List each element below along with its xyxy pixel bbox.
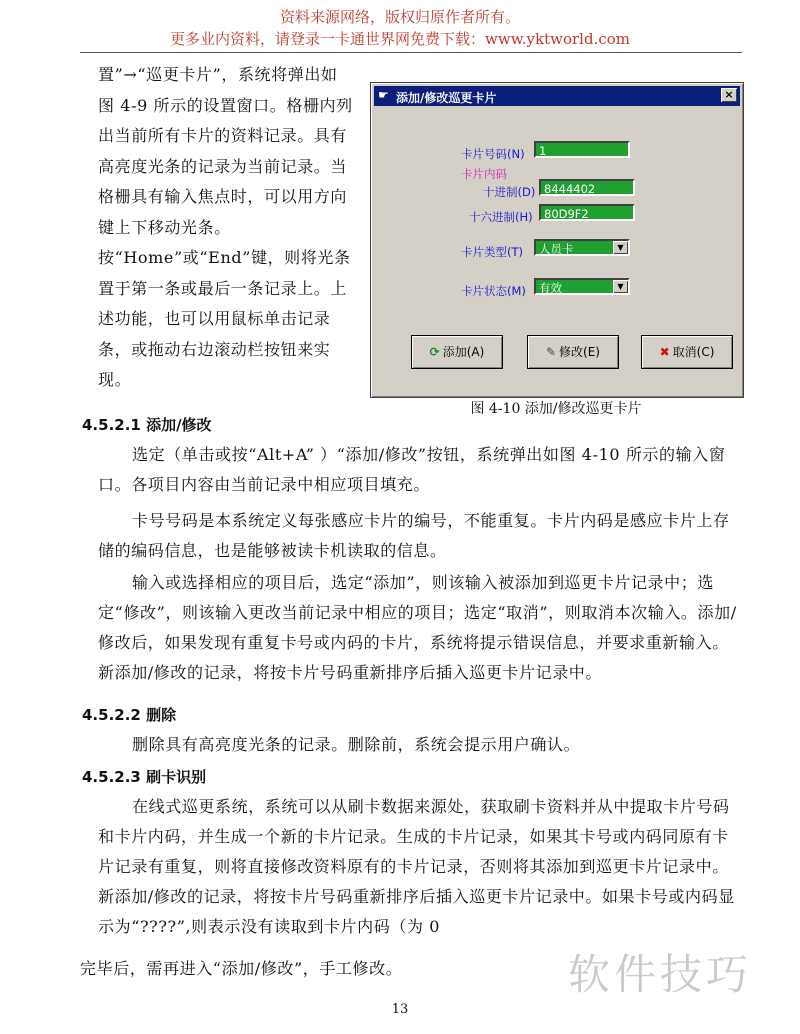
- hex-label: 十六进制(H): [469, 210, 533, 224]
- card-no-label: 卡片号码(N): [461, 147, 525, 161]
- decimal-input[interactable]: 8444402: [539, 179, 635, 196]
- modify-button-label: 修改(E): [559, 345, 600, 359]
- modify-button[interactable]: [527, 335, 619, 369]
- header-line-1: 资料来源网络，版权归原作者所有。: [279, 8, 520, 26]
- page-number: 13: [391, 1002, 409, 1017]
- cancel-button-label: 取消(C): [672, 345, 715, 359]
- close-icon[interactable]: ×: [721, 88, 737, 102]
- card-type-select[interactable]: [534, 239, 630, 256]
- add-button-label: 添加(A): [442, 345, 485, 359]
- intro-paragraph: 置”→“巡更卡片”，系统将弹出如图 4-9 所示的设置窗口。格栅内列出当前所有卡片的资料记录。具有高亮度光条的记录为当前记录。当格栅具有输入焦点时，可以用方向键上下移动光条。按“Home”或“End”键，则将光条置于第一条或最后一条记录上。上述功能，也可以用鼠标单击记录条，或拖动右边滚动栏按钮来实现。: [98, 65, 353, 389]
- section-heading-card-swipe: 4.5.2.3 刷卡识别: [82, 768, 207, 786]
- card-no-input[interactable]: 1: [534, 141, 630, 158]
- dialog-title: 添加/修改巡更卡片: [396, 91, 497, 105]
- card-status-select[interactable]: [534, 278, 630, 295]
- hand-icon: ☛: [378, 88, 389, 102]
- card-status-value: 有效: [539, 281, 562, 295]
- header-divider: [80, 52, 742, 53]
- section-heading-delete: 4.5.2.2 删除: [82, 706, 177, 724]
- cancel-button[interactable]: [641, 335, 733, 369]
- card-type-label: 卡片类型(T): [461, 245, 523, 259]
- add-modify-card-dialog: [370, 82, 744, 398]
- paragraph: 输入或选择相应的项目后，选定“添加”，则该输入被添加到巡更卡片记录中；选定“修改”，则该输入更改当前记录中相应的项目；选定“取消”，则取消本次输入。添加/修改后，如果发现有重复卡号或内码的卡片，系统将提示错误信息，并要求重新输入。新添加/修改的记录，将按卡片号码重新排序后插入巡更卡片记录中。: [98, 573, 737, 682]
- page-header: [0, 6, 800, 50]
- paragraph: 卡号号码是本系统定义每张感应卡片的编号，不能重复。卡片内码是感应卡片上存储的编码信息，也是能够被读卡机读取的信息。: [98, 511, 730, 560]
- edit-icon: ✎: [545, 345, 557, 359]
- inner-code-label: 卡片内码: [461, 167, 507, 181]
- paragraph: 选定（单击或按“Alt+A” ）“添加/修改”按钮，系统弹出如图 4-10 所示的输入窗口。各项目内容由当前记录中相应项目填充。: [98, 445, 726, 494]
- card-type-value: 人员卡: [539, 242, 574, 256]
- dialog-titlebar: [374, 86, 740, 106]
- chevron-down-icon[interactable]: ▼: [613, 280, 628, 293]
- refresh-icon: ⟳: [429, 345, 440, 359]
- paragraph: 在线式巡更系统，系统可以从刷卡数据来源处，获取刷卡资料并从中提取卡片号码和卡片内码，并生成一个新的卡片记录。生成的卡片记录，如果其卡号或内码同原有卡片记录有重复，则将直接修改资料原有的卡片记录，否则将其添加到巡更卡片记录中。新添加/修改的记录，将按卡片号码重新排序后插入巡更卡片记录中。如果卡号或内码显示为“????”,则表示没有读取到卡片内码（为 0: [98, 797, 735, 936]
- figure-caption: 图 4-10 添加/修改巡更卡片: [470, 401, 642, 417]
- watermark: 软件技巧: [568, 950, 753, 999]
- header-line-2: 更多业内资料，请登录一卡通世界网免费下载：www.yktworld.com: [170, 30, 630, 48]
- paragraph: 完毕后，需再进入“添加/修改”，手工修改。: [80, 959, 403, 978]
- paragraph: 删除具有高亮度光条的记录。删除前，系统会提示用户确认。: [132, 735, 581, 754]
- x-icon: ✖: [659, 345, 670, 359]
- hex-input[interactable]: 80D9F2: [539, 204, 635, 221]
- card-status-label: 卡片状态(M): [461, 284, 526, 298]
- decimal-label: 十进制(D): [483, 185, 536, 199]
- chevron-down-icon[interactable]: ▼: [613, 241, 628, 254]
- add-button[interactable]: [411, 335, 503, 369]
- section-heading-add-modify: 4.5.2.1 添加/修改: [82, 416, 212, 434]
